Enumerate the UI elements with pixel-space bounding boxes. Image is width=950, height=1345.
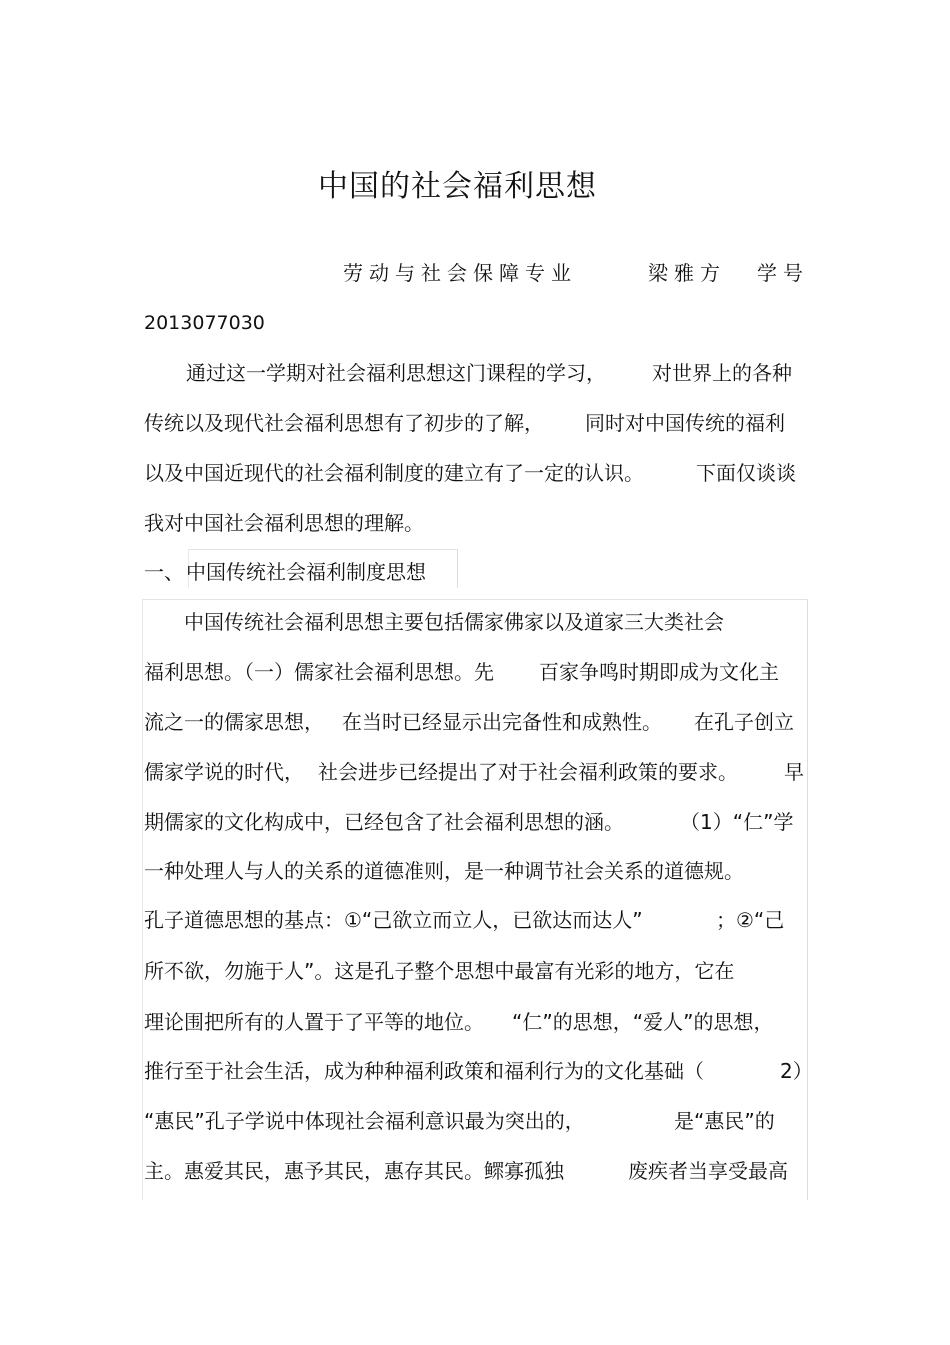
student-id-label: 学号 [757, 261, 809, 285]
body-line: “惠民”孔子学说中体现社会福利意识最为突出的， [144, 1109, 585, 1133]
intro-line: 对世界上的各种 [652, 361, 792, 385]
body-line: 社会进步已经提出了对于社会福利政策的要求。 [318, 760, 738, 784]
section-number: 一、 [144, 560, 184, 584]
body-line: 推行至于社会生活，成为种种福利政策和福利行为的文化基础（ [144, 1059, 704, 1083]
body-line: ；②“己 [716, 908, 785, 932]
body-line: 早 [784, 760, 804, 784]
body-line: 福利思想。（一）儒家社会福利思想。先 [144, 660, 494, 684]
intro-line: 通过这一学期对社会福利思想这门课程的学习， [186, 361, 606, 385]
body-line: 孔子道德思想的基点：①“己欲立而立人，已欲达而达人” [144, 908, 643, 932]
body-line: 一种处理人与人的关系的道德准则，是一种调节社会关系的道德规。 [144, 859, 744, 883]
student-id-number: 2013077030 [144, 312, 265, 334]
body-line: 废疾者当享受最高 [628, 1159, 788, 1183]
author-major: 劳动与社会保障专业 [343, 261, 577, 285]
author-name: 梁雅方 [648, 261, 726, 285]
body-line: 儒家学说的时代， [144, 760, 304, 784]
body-line: 2） [780, 1059, 813, 1083]
body-line: （1）“仁”学 [680, 810, 794, 834]
body-line: 流之一的儒家思想， [144, 710, 324, 734]
intro-line: 传统以及现代社会福利思想有了初步的了解， [144, 411, 544, 435]
intro-line: 以及中国近现代的社会福利制度的建立有了一定的认识。 [144, 461, 644, 485]
body-line: 理论围把所有的人置于了平等的地位。 [144, 1010, 484, 1034]
intro-line: 下面仅谈谈 [696, 461, 796, 485]
body-line: 期儒家的文化构成中，已经包含了社会福利思想的涵。 [144, 810, 624, 834]
body-line: 中国传统社会福利思想主要包括儒家佛家以及道家三大类社会 [184, 610, 724, 634]
body-line: 所不欲，勿施于人”。这是孔子整个思想中最富有光彩的地方，它在 [144, 959, 735, 983]
body-line: 是“惠民”的 [674, 1109, 775, 1133]
intro-line: 我对中国社会福利思想的理解。 [144, 511, 424, 535]
body-line: 主。惠爱其民，惠予其民，惠存其民。鳏寡孤独 [144, 1159, 564, 1183]
body-line: 在孔子创立 [694, 710, 794, 734]
body-line: “仁”的思想，“爱人”的思想， [512, 1010, 774, 1034]
body-line: 在当时已经显示出完备性和成熟性。 [342, 710, 662, 734]
intro-line: 同时对中国传统的福利 [585, 411, 785, 435]
body-line: 百家争鸣时期即成为文化主 [539, 660, 779, 684]
section-heading: 中国传统社会福利制度思想 [186, 560, 426, 584]
page-title: 中国的社会福利思想 [318, 169, 597, 204]
